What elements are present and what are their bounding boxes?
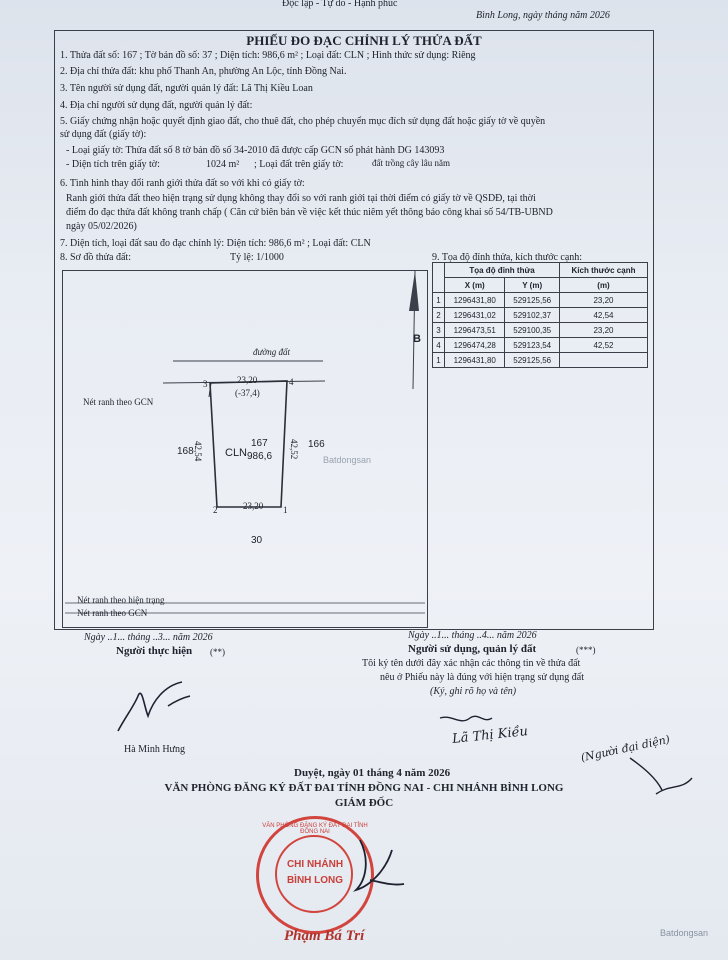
len-cell: 23,20: [560, 323, 648, 338]
item-8: 8. Sơ đồ thửa đất:: [60, 252, 131, 263]
table-subheader-row: [433, 278, 648, 293]
table-row: [433, 338, 648, 353]
owner-sign-hint: (Ký, ghi rõ họ và tên): [430, 686, 517, 697]
north-arrow-icon: [409, 271, 419, 311]
item-5b: sử dụng đất (giấy tờ):: [60, 129, 147, 140]
director-name: Phạm Bá Trí: [284, 928, 365, 944]
x-cell: 1296431,80: [445, 353, 505, 368]
item-5a: 5. Giấy chứng nhận hoặc quyết định giao đất, cho thuê đất, cho phép chuyển mục đích sử dụng đất hoặc giấy tờ về quyền: [60, 116, 546, 127]
y-cell: 529123,54: [505, 338, 560, 353]
neighbor-right: 166: [308, 439, 325, 450]
item-6c: ngày 05/02/2026): [66, 221, 137, 232]
left-edge-length: 42,54: [193, 441, 203, 462]
coordinate-table: [432, 262, 648, 368]
len-cell: 23,20: [560, 293, 648, 308]
size-header: Kích thước cạnh: [560, 263, 648, 278]
seal-ring-text: VĂN PHÒNG ĐĂNG KÝ ĐẤT ĐAI TỈNH ĐỒNG NAI: [262, 823, 368, 835]
performer-role-note: (**): [210, 647, 225, 657]
parcel-land-type: CLN: [225, 447, 248, 459]
point-cell: 1: [433, 293, 445, 308]
motto: Độc lập - Tự do - Hạnh phúc: [282, 0, 398, 9]
north-label: B: [413, 333, 421, 345]
point-cell: 4: [433, 338, 445, 353]
coord-group-header: Tọa độ đỉnh thửa: [445, 263, 560, 278]
item-3: 3. Tên người sử dụng đất, người quản lý đất: Lã Thị Kiều Loan: [60, 83, 313, 94]
table-row: [433, 353, 648, 368]
vertex-3: 3: [203, 379, 208, 389]
top-edge-offset: (-37,4): [235, 388, 260, 398]
item-5d-type: đất trồng cây lâu năm: [372, 158, 450, 168]
item-7: 7. Diện tích, loại đất sau đo đạc chỉnh lý: Diện tích: 986,6 m² ; Loại đất: CLN: [60, 238, 371, 249]
y-cell: 529125,56: [505, 353, 560, 368]
right-edge-length: 42,52: [289, 439, 299, 460]
item-5d-label: - Diện tích trên giấy tờ:: [66, 159, 160, 170]
y-cell: 529102,37: [505, 308, 560, 323]
item-5d-type-label: ; Loại đất trên giấy tờ:: [254, 159, 344, 170]
top-edge-length: 23,20: [237, 375, 258, 385]
parcel-boundary: [210, 381, 287, 507]
x-cell: 1296474,28: [445, 338, 505, 353]
performer-name: Hà Minh Hưng: [124, 744, 185, 755]
item-5c: - Loại giấy tờ: Thửa đất số 8 tờ bản đồ số 34-2010 đã được cấp GCN số phát hành DG 143093: [66, 145, 445, 156]
parcel-map: [62, 270, 428, 628]
approval-date: Duyệt, ngày 01 tháng 4 năm 2026: [294, 767, 451, 779]
len-cell: 42,52: [560, 338, 648, 353]
approval-title: GIÁM ĐỐC: [334, 797, 394, 809]
map-scale: Tỷ lệ: 1/1000: [230, 252, 284, 263]
item-1: 1. Thửa đất số: 167 ; Tờ bản đồ số: 37 ; Diện tích: 986,6 m² ; Loại đất: CLN ; Hình thức sử dụng: Riêng: [60, 50, 476, 61]
neighbor-bottom: 30: [251, 535, 263, 546]
item-4: 4. Địa chỉ người sử dụng đất, người quản lý đất:: [60, 100, 253, 111]
bottom-edge-length: 23,20: [243, 501, 264, 511]
parcel-area: 986,6: [247, 451, 273, 462]
table-row: [433, 323, 648, 338]
owner-handwritten-name: Lã Thị Kiều: [451, 724, 529, 747]
item-2: 2. Địa chỉ thửa đất: khu phố Thanh An, phường An Lộc, tỉnh Đồng Nai.: [60, 66, 347, 77]
document-title: PHIẾU ĐO ĐẠC CHỈNH LÝ THỬA ĐẤT: [246, 33, 482, 48]
vertex-1: 1: [283, 505, 288, 515]
item-5d-area: 1024 m²: [206, 159, 240, 170]
point-cell: 2: [433, 308, 445, 323]
x-header: X (m): [445, 278, 505, 293]
x-cell: 1296473,51: [445, 323, 505, 338]
vertex-2: 2: [213, 505, 218, 515]
point-cell: 3: [433, 323, 445, 338]
owner-date: Ngày ..1... tháng ..4... năm 2026: [408, 630, 537, 641]
x-cell: 1296431,02: [445, 308, 505, 323]
owner-confirm-line-1: Tôi ký tên dưới đây xác nhận các thông tin về thửa đất: [362, 658, 581, 669]
performer-role: Người thực hiện: [116, 645, 193, 657]
item-9: 9. Tọa độ đỉnh thửa, kích thước cạnh:: [432, 252, 583, 263]
approval-office: VĂN PHÒNG ĐĂNG KÝ ĐẤT ĐAI TỈNH ĐỒNG NAI - CHI NHÁNH BÌNH LONG: [164, 782, 564, 794]
performer-date: Ngày ..1... tháng ..3... năm 2026: [84, 632, 213, 643]
seal-center-line-1: CHI NHÁNH: [286, 859, 344, 870]
seal-center-line-2: BÌNH LONG: [286, 875, 344, 886]
road-label: đường đất: [253, 347, 290, 357]
page-watermark: Batdongsan: [660, 928, 709, 938]
map-watermark: Batdongsan: [323, 455, 372, 465]
vertex-4: 4: [289, 377, 294, 387]
len-cell: [560, 353, 648, 368]
owner-handwritten-note: (Người đại diện): [579, 732, 672, 765]
len-cell: 42,54: [560, 308, 648, 323]
y-header: Y (m): [505, 278, 560, 293]
x-cell: 1296431,80: [445, 293, 505, 308]
table-row: [433, 293, 648, 308]
director-signature-icon: [340, 830, 410, 900]
owner-role-note: (***): [576, 645, 596, 655]
item-6: 6. Tình hình thay đổi ranh giới thửa đất so với khi có giấy tờ:: [60, 178, 305, 189]
m-header: (m): [560, 278, 648, 293]
neighbor-left: 168: [177, 446, 194, 457]
pt-header: [433, 263, 445, 293]
y-cell: 529125,56: [505, 293, 560, 308]
table-row: [433, 308, 648, 323]
item-6a: Ranh giới thửa đất theo hiện trạng sử dụng không thay đổi so với ranh giới tại thời điểm có giấy tờ về QSDĐ, tại thời: [66, 193, 536, 204]
place-date: Bình Long, ngày tháng năm 2026: [476, 10, 610, 21]
item-6b: điểm đo đạc thửa đất không tranh chấp ( Căn cứ biên bản về việc kết thúc niêm yết thông báo công khai số 54/TB-UBND: [66, 207, 553, 218]
gcn-boundary-label: Nét ranh theo GCN: [83, 397, 154, 407]
table-header-row: [433, 263, 648, 278]
point-cell: 1: [433, 353, 445, 368]
owner-role: Người sử dụng, quản lý đất: [408, 643, 537, 655]
parcel-number: 167: [251, 438, 268, 449]
legend-gcn-boundary: Nét ranh theo GCN: [77, 608, 148, 618]
owner-confirm-line-2: nêu ở Phiếu này là đúng với hiện trạng sử dụng đất: [380, 672, 585, 683]
performer-signature-icon: [108, 676, 198, 738]
legend-current-boundary: Nét ranh theo hiện trạng: [77, 595, 165, 605]
y-cell: 529100,35: [505, 323, 560, 338]
